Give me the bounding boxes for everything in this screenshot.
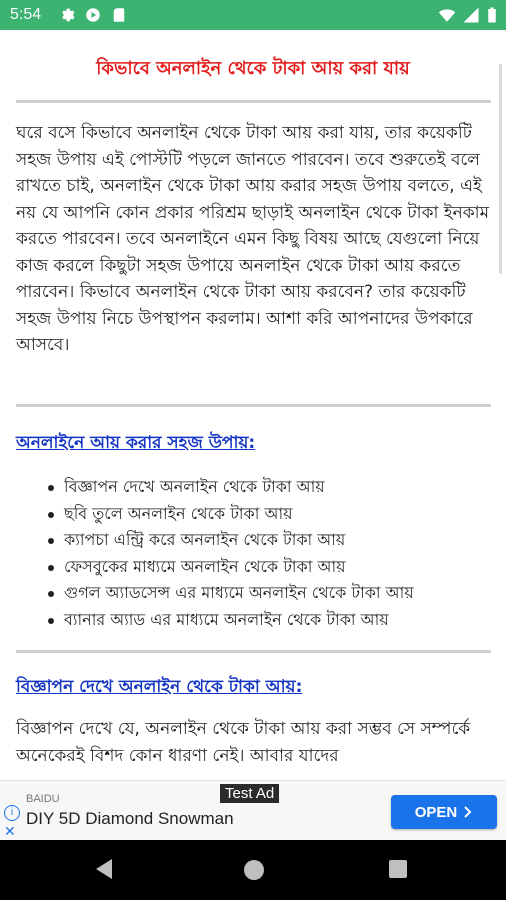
divider bbox=[16, 650, 491, 653]
signal-icon bbox=[462, 6, 480, 24]
list-item: ফেসবুকের মাধ্যমে অনলাইন থেকে টাকা আয় bbox=[48, 554, 498, 581]
article-title: কিভাবে অনলাইন থেকে টাকা আয় করা যায় bbox=[96, 58, 410, 79]
section-paragraph: বিজ্ঞাপন দেখে যে, অনলাইন থেকে টাকা আয় করা সম্ভব সে সম্পর্কে অনেকেরই বিশদ কোন ধারণা নেই। আবার যাদের bbox=[16, 719, 471, 766]
ad-info-icon[interactable]: i bbox=[4, 805, 20, 821]
gear-icon bbox=[58, 6, 76, 24]
divider bbox=[16, 404, 491, 407]
section-heading-easy-ways[interactable]: অনলাইনে আয় করার সহজ উপায়: bbox=[16, 433, 256, 453]
scrollbar[interactable] bbox=[499, 64, 502, 274]
navigation-bar bbox=[0, 840, 506, 900]
sd-card-icon bbox=[110, 6, 128, 24]
list-item: ব্যানার অ্যাড এর মাধ্যমে অনলাইন থেকে টাকা আয় bbox=[48, 607, 498, 634]
back-icon[interactable] bbox=[94, 858, 114, 880]
wifi-icon bbox=[438, 6, 456, 24]
ad-banner[interactable] bbox=[0, 780, 506, 841]
divider bbox=[16, 100, 491, 103]
status-time: 5:54 bbox=[10, 6, 42, 23]
battery-icon bbox=[486, 6, 498, 24]
intro-paragraph: ঘরে বসে কিভাবে অনলাইন থেকে টাকা আয় করা যায়, তার কয়েকটি সহজ উপায় এই পোস্টটি পড়লে জানতে পারবেন। তবে শুরুতেই বলে রাখতে চাই, অনলাইন থেকে টাকা আয় করার সহজ উপায় বলতে, এই নয় যে আপনি কোন প্রকার পরিশ্রম ছাড়াই অনলাইন থেকে টাকা ইনকাম করতে পারবেন। তবে অনলাইনে এমন কিছু বিষয় আছে যেগুলো নিয়ে কাজ করলে কিছুটা সহজ উপায়ে অনলাইন থেকে টাকা আয় করতে পারবেন। কিভাবে অনলাইন থেকে টাকা আয় করবেন? তার কয়েকটি সহজ উপায় নিচে উপস্থাপন করলাম। আশা করি আপনাদের উপকারে আসবে। bbox=[16, 123, 490, 355]
section-heading-ads[interactable]: বিজ্ঞাপন দেখে অনলাইন থেকে টাকা আয়: bbox=[16, 677, 303, 697]
chevron-right-icon bbox=[463, 806, 473, 818]
status-bar bbox=[0, 0, 506, 30]
test-ad-badge: Test Ad bbox=[220, 784, 279, 803]
ad-source: BAIDU bbox=[26, 793, 60, 805]
list-item: ছবি তুলে অনলাইন থেকে টাকা আয় bbox=[48, 501, 498, 528]
ad-headline[interactable]: DIY 5D Diamond Snowman bbox=[26, 809, 234, 828]
list-item: বিজ্ঞাপন দেখে অনলাইন থেকে টাকা আয় bbox=[48, 474, 498, 501]
article-content[interactable] bbox=[0, 30, 506, 780]
ad-open-label: OPEN bbox=[414, 803, 458, 821]
list-item: গুগল অ্যাডসেন্স এর মাধ্যমে অনলাইন থেকে টাকা আয় bbox=[48, 580, 498, 607]
recents-icon[interactable] bbox=[389, 860, 407, 878]
list-item: ক্যাপচা এন্ট্রি করে অনলাইন থেকে টাকা আয় bbox=[48, 527, 498, 554]
ad-close-icon[interactable]: ✕ bbox=[4, 823, 16, 839]
methods-list bbox=[48, 474, 498, 633]
home-icon[interactable] bbox=[244, 860, 264, 880]
play-icon bbox=[84, 6, 102, 24]
ad-open-button[interactable] bbox=[391, 795, 497, 829]
